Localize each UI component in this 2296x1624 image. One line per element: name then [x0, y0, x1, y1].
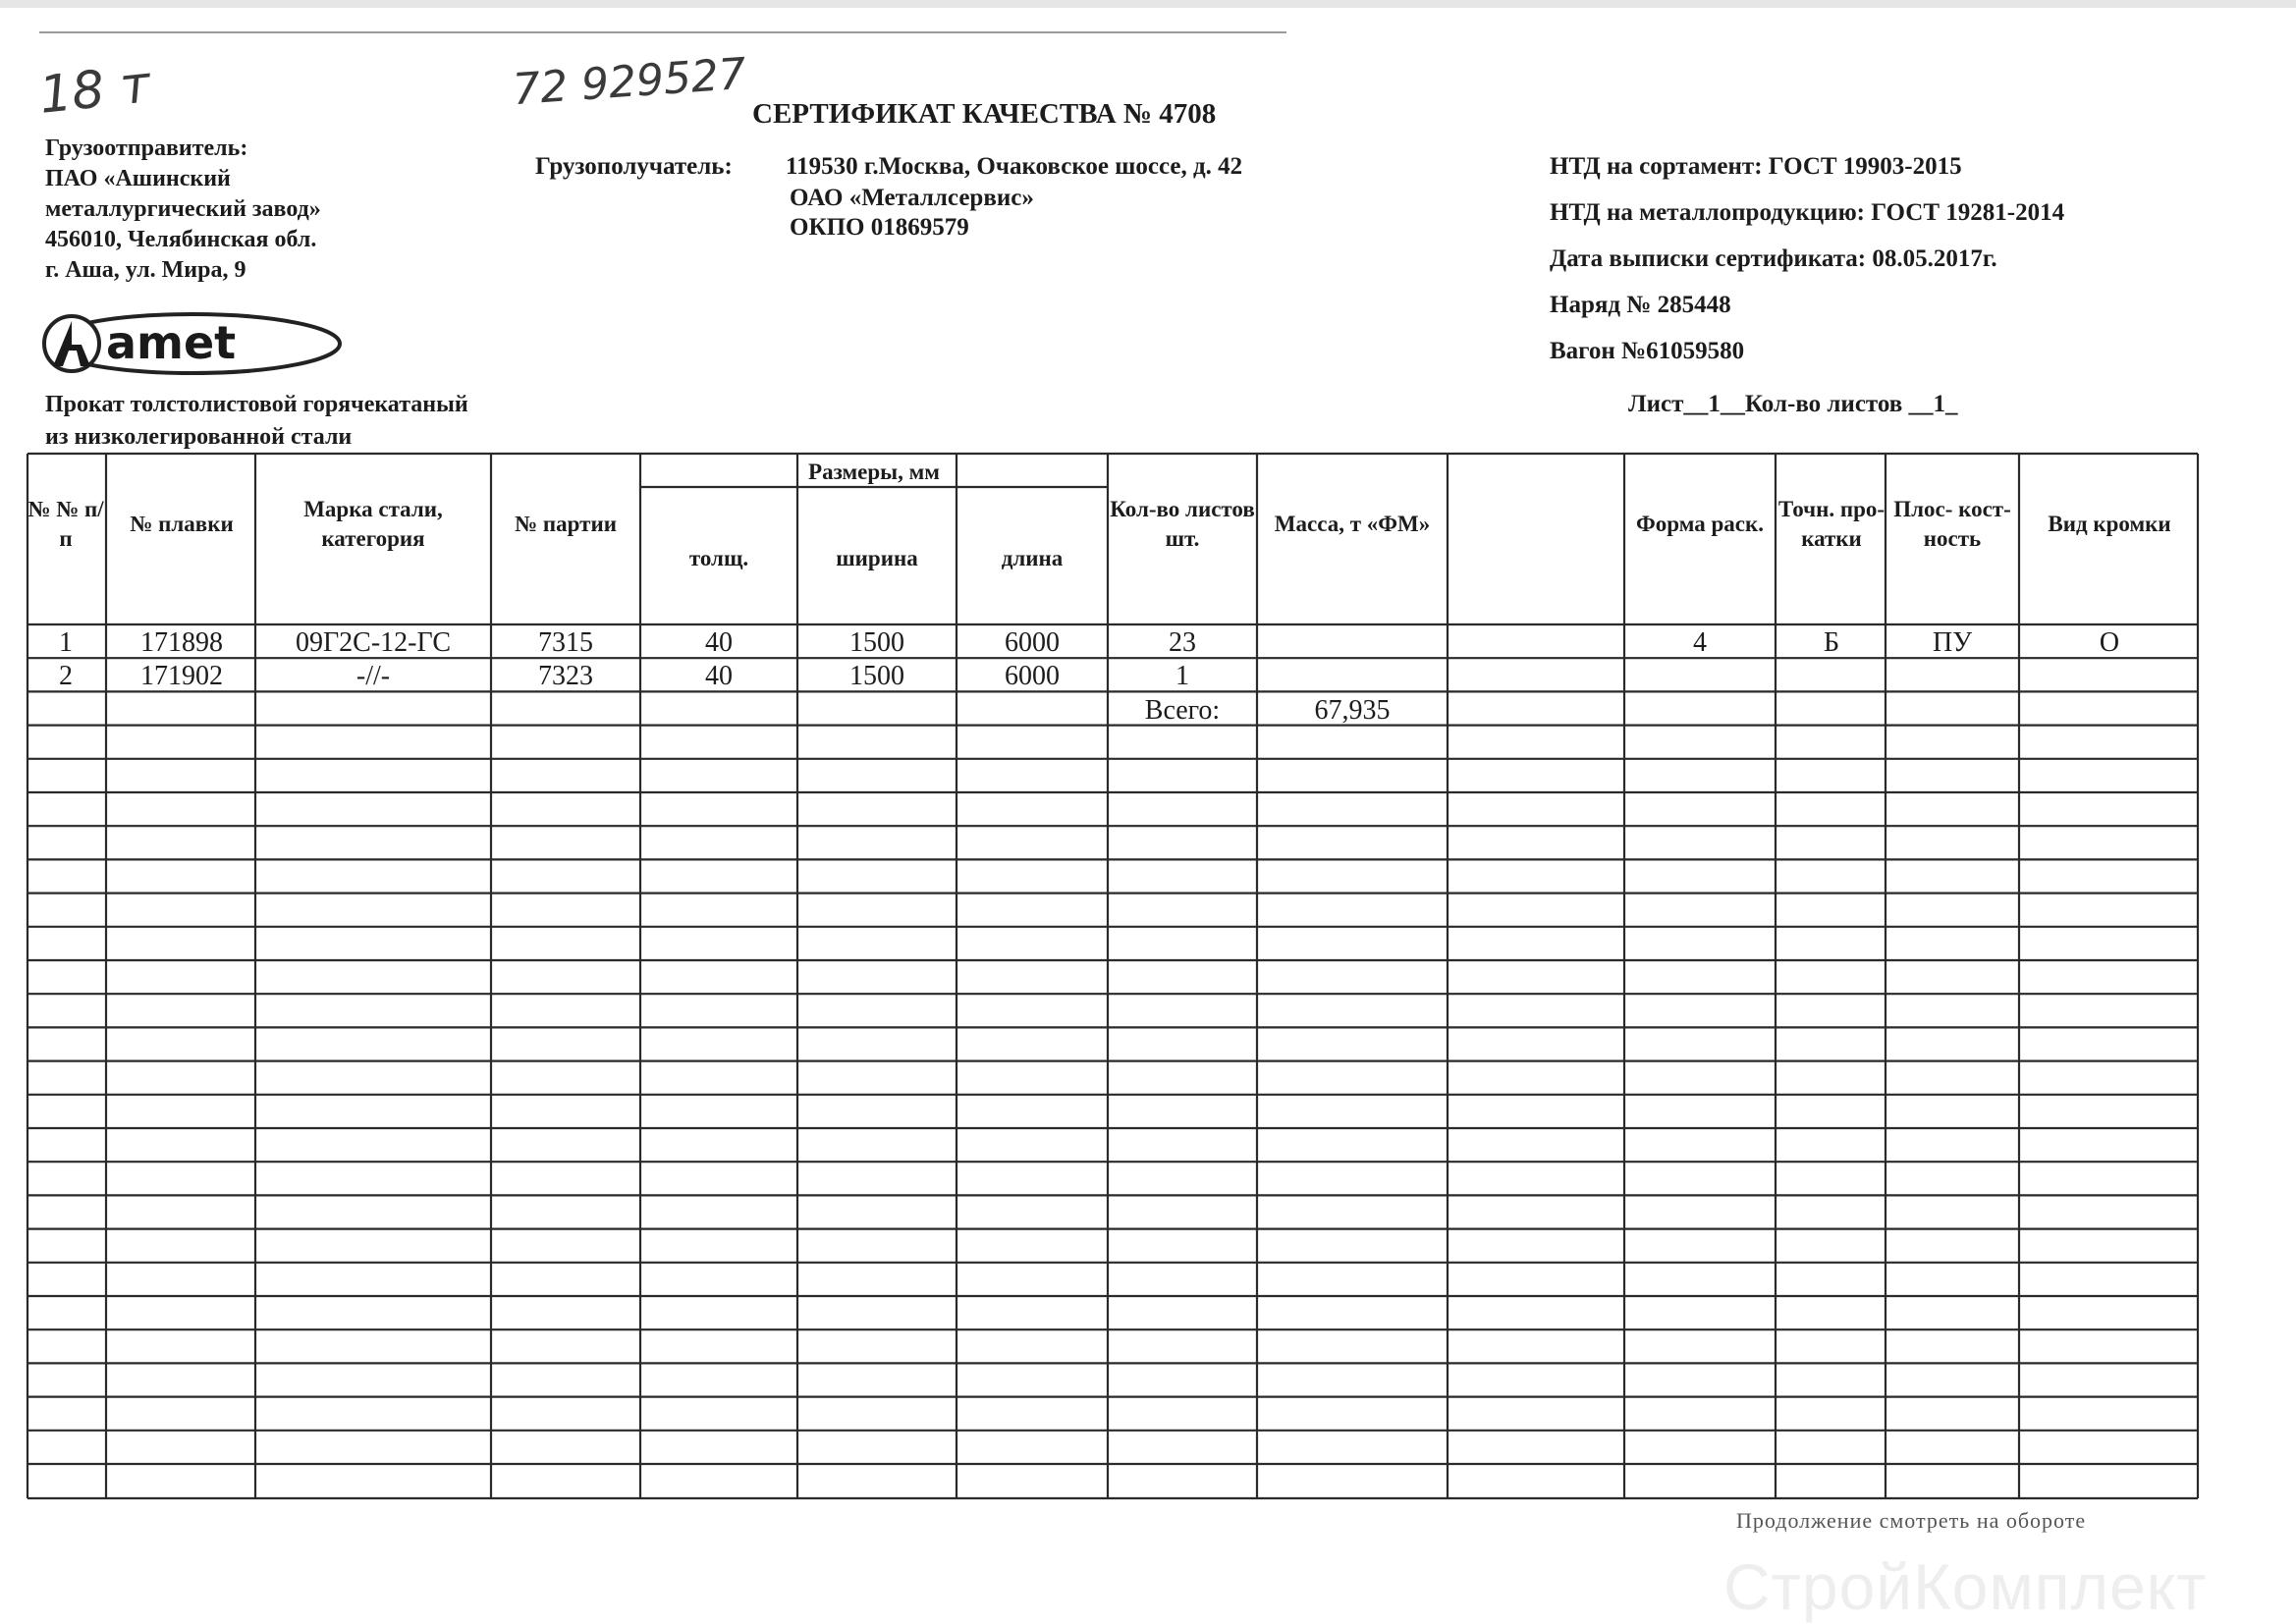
- consignee-address: 119530 г.Москва, Очаковское шоссе, д. 42: [786, 153, 1243, 180]
- specs-block: [1550, 143, 2064, 374]
- wagon-number: Вагон №61059580: [1550, 338, 1745, 364]
- header-mass: Масса, т «ФМ»: [1274, 512, 1431, 536]
- certificate-title: СЕРТИФИКАТ КАЧЕСТВА № 4708: [752, 98, 1217, 130]
- shipper-line: металлургический завод»: [45, 196, 321, 222]
- total-label: Всего:: [1144, 695, 1221, 726]
- header-width: ширина: [836, 546, 918, 570]
- cell-flatness: ПУ: [1932, 627, 1973, 658]
- order-number: Наряд № 285448: [1550, 292, 1731, 318]
- cell-cut-shape: 4: [1693, 627, 1707, 658]
- cell-batch: 7315: [538, 627, 593, 658]
- cell-width: 1500: [849, 661, 904, 691]
- cell-length: 6000: [1005, 627, 1060, 658]
- shipper-line: г. Аша, ул. Мира, 9: [45, 257, 246, 283]
- cell-grade: -//-: [355, 661, 391, 691]
- shipper-line: 456010, Челябинская обл.: [45, 227, 317, 252]
- consignee-company: ОАО «Металлсервис»: [790, 185, 1034, 211]
- ntd-product: НТД на металлопродукцию: ГОСТ 19281-2014: [1550, 199, 2065, 226]
- cell-grade: 09Г2С-12-ГС: [295, 627, 451, 658]
- cell-batch: 7323: [538, 661, 593, 691]
- sheet-counter: Лист__1__Кол-во листов __1_: [1628, 391, 1958, 417]
- certificate-table-grid: [26, 452, 2200, 1502]
- issue-date: Дата выписки сертификата: 08.05.2017г.: [1550, 245, 1997, 272]
- header-length: длина: [1001, 546, 1064, 570]
- header-grade: Марка стали, категория: [303, 497, 443, 551]
- header-rolling-accuracy: Точн. про- катки: [1777, 497, 1886, 551]
- cell-width: 1500: [849, 627, 904, 658]
- cell-rolling-accuracy: Б: [1823, 627, 1840, 658]
- product-line-1: Прокат толстолистовой горячекатаный: [45, 392, 468, 417]
- ntd-assortment: НТД на сортамент: ГОСТ 19903-2015: [1550, 153, 1962, 180]
- cell-row-number: 2: [59, 661, 73, 691]
- cell-length: 6000: [1005, 661, 1060, 691]
- consignee-label: Грузополучатель:: [535, 153, 733, 180]
- cell-edge-type: О: [2099, 627, 2120, 658]
- header-batch: № партии: [515, 512, 617, 536]
- header-edge-type: Вид кромки: [2048, 512, 2171, 536]
- cell-thickness: 40: [705, 627, 733, 658]
- handwritten-note-left: 18 т: [36, 55, 153, 126]
- scan-top-edge: [0, 0, 2296, 8]
- handwritten-note-number: 72 929527: [511, 48, 748, 116]
- watermark: СтройКомплект: [1723, 1550, 2208, 1623]
- product-description: [45, 389, 468, 454]
- cell-heat: 171902: [140, 661, 223, 691]
- cell-thickness: 40: [705, 661, 733, 691]
- cell-heat: 171898: [140, 627, 223, 658]
- amet-logo: [39, 309, 354, 378]
- header-sheet-count: Кол-во листов шт.: [1110, 497, 1255, 551]
- header-heat: № плавки: [130, 512, 234, 536]
- continue-note: Продолжение смотреть на обороте: [1736, 1508, 2087, 1533]
- total-mass: 67,935: [1314, 695, 1391, 726]
- shipper-line: Грузоотправитель:: [45, 135, 248, 161]
- shipper-line: ПАО «Ашинский: [45, 166, 231, 191]
- cell-row-number: 1: [59, 627, 73, 658]
- shipper-block: [45, 134, 321, 286]
- header-flatness: Плос- кост- ность: [1893, 497, 2011, 551]
- header-thickness: толщ.: [688, 546, 749, 570]
- header-sizes: Размеры, мм: [808, 460, 940, 484]
- product-line-2: из низколегированной стали: [45, 424, 353, 450]
- cell-sheet-count: 1: [1175, 661, 1189, 691]
- header-cut-shape: Форма раск.: [1636, 512, 1764, 536]
- logo-text: amet: [106, 316, 237, 369]
- header-row-number: № № п/п: [27, 497, 104, 551]
- consignee-okpo: ОКПО 01869579: [790, 214, 969, 241]
- top-rule: [39, 31, 1286, 33]
- cell-sheet-count: 23: [1169, 627, 1196, 658]
